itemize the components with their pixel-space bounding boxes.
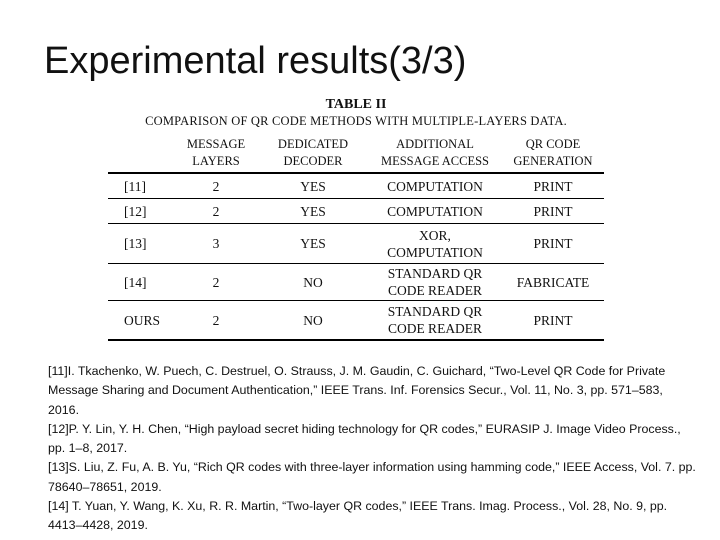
header-message-layers: MESSAGE LAYERS [174, 134, 258, 173]
cell-access: COMPUTATION [368, 199, 502, 224]
reference-list [48, 362, 696, 536]
table-header-row [108, 134, 604, 173]
table-caption [108, 96, 604, 129]
table-row [108, 173, 604, 199]
cell-ref: [12] [108, 199, 174, 224]
cell-layers: 2 [174, 173, 258, 199]
table-row [108, 199, 604, 224]
cell-access: COMPUTATION [368, 173, 502, 199]
cell-access: XOR, COMPUTATION [368, 224, 502, 264]
cell-decoder: YES [258, 173, 368, 199]
reference-item: [13]S. Liu, Z. Fu, A. B. Yu, “Rich QR codes with three-layer information using hamming code,” IEEE Access, Vol. 7. pp. 78640–78651, 2019. [48, 460, 696, 494]
reference-item: [14] T. Yuan, Y. Wang, K. Xu, R. R. Martin, “Two-layer QR codes,” IEEE Trans. Imag. Process., Vol. 28, No. 9, pp. 4413–4428, 2019. [48, 499, 668, 533]
header-additional-message-access: ADDITIONAL MESSAGE ACCESS [368, 134, 502, 173]
cell-decoder: NO [258, 264, 368, 301]
cell-ref: [14] [108, 264, 174, 301]
cell-generation: PRINT [502, 173, 604, 199]
table-row [108, 224, 604, 264]
cell-generation: PRINT [502, 224, 604, 264]
header-qr-code-generation: QR CODE GENERATION [502, 134, 604, 173]
cell-ref: [13] [108, 224, 174, 264]
comparison-table [108, 134, 604, 341]
slide-title: Experimental results(3/3) [44, 40, 467, 82]
cell-access: STANDARD QR CODE READER [368, 264, 502, 301]
header-dedicated-decoder: DEDICATED DECODER [258, 134, 368, 173]
cell-layers: 2 [174, 199, 258, 224]
table-row [108, 264, 604, 301]
cell-generation: FABRICATE [502, 264, 604, 301]
cell-ref: [11] [108, 173, 174, 199]
cell-decoder: YES [258, 224, 368, 264]
cell-decoder: NO [258, 301, 368, 341]
table-caption-text: COMPARISON OF QR CODE METHODS WITH MULTIPLE-LAYERS DATA. [145, 114, 567, 128]
table-row [108, 301, 604, 341]
cell-ref: OURS [108, 301, 174, 341]
cell-layers: 3 [174, 224, 258, 264]
table-label: TABLE II [325, 97, 387, 112]
cell-layers: 2 [174, 264, 258, 301]
cell-generation: PRINT [502, 301, 604, 341]
cell-decoder: YES [258, 199, 368, 224]
cell-access: STANDARD QR CODE READER [368, 301, 502, 341]
reference-item: [12]P. Y. Lin, Y. H. Chen, “High payload secret hiding technology for QR codes,” EURASIP J. Image Video Process., pp. 1–8, 2017. [48, 421, 681, 456]
cell-layers: 2 [174, 301, 258, 341]
cell-generation: PRINT [502, 199, 604, 224]
header-ref [108, 134, 174, 173]
reference-item: [11]I. Tkachenko, W. Puech, C. Destruel, O. Strauss, J. M. Gaudin, C. Guichard, “Two-Level QR Code for Private Message Sharing and Document Authentication,” IEEE Trans. Inf. Forensics Secur., Vol. 11, No. 3, pp. 571–583, 2016. [48, 364, 666, 417]
